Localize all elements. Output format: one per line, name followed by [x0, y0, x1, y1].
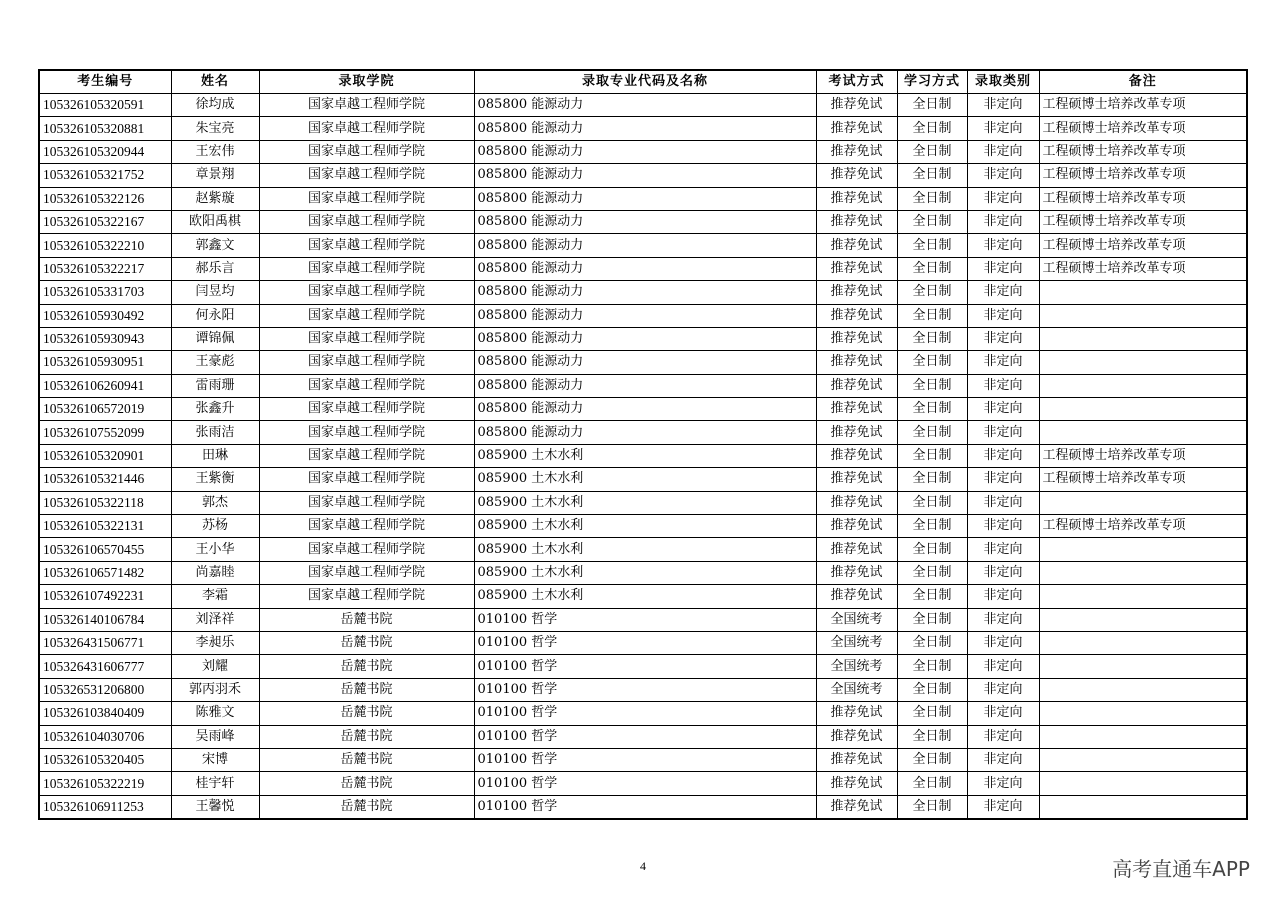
table-row	[39, 140, 1247, 163]
cell-admission-type: 非定向	[967, 94, 1039, 117]
cell-remarks: 工程硕博士培养改革专项	[1039, 164, 1247, 187]
cell-student-name: 陈雅文	[171, 702, 259, 725]
table-row	[39, 187, 1247, 210]
cell-student-name: 郭杰	[171, 491, 259, 514]
cell-admission-type: 非定向	[967, 748, 1039, 771]
cell-student-name: 刘泽祥	[171, 608, 259, 631]
table-row	[39, 304, 1247, 327]
cell-remarks: 工程硕博士培养改革专项	[1039, 210, 1247, 233]
cell-study-mode: 全日制	[897, 257, 967, 280]
cell-study-mode: 全日制	[897, 795, 967, 819]
header-college: 录取学院	[259, 70, 474, 94]
cell-candidate-id: 105326104030706	[39, 725, 171, 748]
cell-student-name: 郭丙羽禾	[171, 678, 259, 701]
cell-college: 国家卓越工程师学院	[259, 304, 474, 327]
cell-exam-method: 推荐免试	[816, 164, 897, 187]
table-row	[39, 164, 1247, 187]
cell-exam-method: 推荐免试	[816, 281, 897, 304]
cell-admission-type: 非定向	[967, 164, 1039, 187]
cell-candidate-id: 105326105322217	[39, 257, 171, 280]
cell-exam-method: 推荐免试	[816, 795, 897, 819]
cell-college: 岳麓书院	[259, 678, 474, 701]
cell-study-mode: 全日制	[897, 210, 967, 233]
cell-exam-method: 推荐免试	[816, 304, 897, 327]
cell-student-name: 吴雨峰	[171, 725, 259, 748]
table-row	[39, 94, 1247, 117]
cell-major: 085900 土木水利	[474, 585, 816, 608]
cell-candidate-id: 105326105321752	[39, 164, 171, 187]
cell-admission-type: 非定向	[967, 374, 1039, 397]
cell-college: 岳麓书院	[259, 725, 474, 748]
cell-admission-type: 非定向	[967, 468, 1039, 491]
cell-remarks	[1039, 491, 1247, 514]
cell-student-name: 王宏伟	[171, 140, 259, 163]
cell-college: 岳麓书院	[259, 702, 474, 725]
cell-major: 010100 哲学	[474, 678, 816, 701]
table-row	[39, 327, 1247, 350]
cell-study-mode: 全日制	[897, 327, 967, 350]
cell-student-name: 章景翔	[171, 164, 259, 187]
cell-study-mode: 全日制	[897, 748, 967, 771]
cell-college: 国家卓越工程师学院	[259, 94, 474, 117]
cell-study-mode: 全日制	[897, 281, 967, 304]
cell-study-mode: 全日制	[897, 94, 967, 117]
table-header-row	[39, 70, 1247, 94]
table-row	[39, 257, 1247, 280]
cell-candidate-id: 105326531206800	[39, 678, 171, 701]
cell-college: 国家卓越工程师学院	[259, 585, 474, 608]
cell-exam-method: 推荐免试	[816, 444, 897, 467]
cell-exam-method: 推荐免试	[816, 210, 897, 233]
cell-study-mode: 全日制	[897, 631, 967, 654]
cell-study-mode: 全日制	[897, 608, 967, 631]
cell-college: 岳麓书院	[259, 795, 474, 819]
cell-admission-type: 非定向	[967, 538, 1039, 561]
cell-exam-method: 推荐免试	[816, 327, 897, 350]
cell-student-name: 尚嘉睦	[171, 561, 259, 584]
table-row	[39, 234, 1247, 257]
cell-major: 085800 能源动力	[474, 94, 816, 117]
cell-student-name: 何永阳	[171, 304, 259, 327]
cell-study-mode: 全日制	[897, 491, 967, 514]
cell-college: 国家卓越工程师学院	[259, 444, 474, 467]
cell-college: 岳麓书院	[259, 608, 474, 631]
cell-exam-method: 推荐免试	[816, 748, 897, 771]
cell-candidate-id: 105326105930943	[39, 327, 171, 350]
cell-remarks: 工程硕博士培养改革专项	[1039, 468, 1247, 491]
cell-exam-method: 推荐免试	[816, 538, 897, 561]
cell-remarks: 工程硕博士培养改革专项	[1039, 234, 1247, 257]
cell-admission-type: 非定向	[967, 772, 1039, 795]
cell-college: 岳麓书院	[259, 748, 474, 771]
cell-college: 国家卓越工程师学院	[259, 491, 474, 514]
cell-study-mode: 全日制	[897, 585, 967, 608]
cell-exam-method: 推荐免试	[816, 702, 897, 725]
cell-college: 岳麓书院	[259, 772, 474, 795]
cell-candidate-id: 105326103840409	[39, 702, 171, 725]
cell-remarks	[1039, 678, 1247, 701]
cell-study-mode: 全日制	[897, 515, 967, 538]
cell-study-mode: 全日制	[897, 561, 967, 584]
cell-student-name: 桂宇轩	[171, 772, 259, 795]
cell-study-mode: 全日制	[897, 725, 967, 748]
cell-student-name: 王小华	[171, 538, 259, 561]
cell-major: 010100 哲学	[474, 608, 816, 631]
cell-major: 085900 土木水利	[474, 515, 816, 538]
cell-admission-type: 非定向	[967, 421, 1039, 444]
cell-student-name: 李霜	[171, 585, 259, 608]
table-row	[39, 421, 1247, 444]
table-row	[39, 374, 1247, 397]
cell-candidate-id: 105326431506771	[39, 631, 171, 654]
cell-remarks	[1039, 281, 1247, 304]
table-row	[39, 468, 1247, 491]
page-number: 4	[640, 859, 646, 873]
cell-major: 010100 哲学	[474, 748, 816, 771]
cell-student-name: 欧阳禹棋	[171, 210, 259, 233]
cell-remarks	[1039, 748, 1247, 771]
cell-exam-method: 全国统考	[816, 631, 897, 654]
cell-college: 岳麓书院	[259, 631, 474, 654]
cell-remarks	[1039, 772, 1247, 795]
cell-study-mode: 全日制	[897, 468, 967, 491]
table-row	[39, 351, 1247, 374]
cell-student-name: 宋博	[171, 748, 259, 771]
cell-student-name: 张雨洁	[171, 421, 259, 444]
cell-candidate-id: 105326105322126	[39, 187, 171, 210]
cell-college: 国家卓越工程师学院	[259, 210, 474, 233]
cell-major: 085800 能源动力	[474, 374, 816, 397]
cell-student-name: 郭鑫文	[171, 234, 259, 257]
cell-remarks	[1039, 421, 1247, 444]
cell-college: 国家卓越工程师学院	[259, 398, 474, 421]
cell-admission-type: 非定向	[967, 444, 1039, 467]
cell-remarks	[1039, 655, 1247, 678]
cell-study-mode: 全日制	[897, 187, 967, 210]
cell-exam-method: 推荐免试	[816, 257, 897, 280]
cell-major: 085800 能源动力	[474, 351, 816, 374]
cell-major: 085800 能源动力	[474, 117, 816, 140]
cell-college: 国家卓越工程师学院	[259, 140, 474, 163]
cell-candidate-id: 105326105930951	[39, 351, 171, 374]
table-row	[39, 631, 1247, 654]
cell-exam-method: 推荐免试	[816, 515, 897, 538]
watermark-text: 高考直通车APP	[1112, 857, 1250, 881]
cell-study-mode: 全日制	[897, 678, 967, 701]
cell-remarks: 工程硕博士培养改革专项	[1039, 187, 1247, 210]
table-row	[39, 491, 1247, 514]
cell-remarks	[1039, 608, 1247, 631]
cell-major: 085800 能源动力	[474, 257, 816, 280]
header-study-mode: 学习方式	[897, 70, 967, 94]
cell-admission-type: 非定向	[967, 281, 1039, 304]
cell-candidate-id: 105326105320881	[39, 117, 171, 140]
cell-major: 010100 哲学	[474, 795, 816, 819]
cell-candidate-id: 105326431606777	[39, 655, 171, 678]
cell-candidate-id: 105326105320405	[39, 748, 171, 771]
cell-college: 国家卓越工程师学院	[259, 281, 474, 304]
cell-major: 010100 哲学	[474, 772, 816, 795]
cell-college: 国家卓越工程师学院	[259, 561, 474, 584]
cell-major: 085800 能源动力	[474, 187, 816, 210]
cell-student-name: 朱宝亮	[171, 117, 259, 140]
cell-candidate-id: 105326105930492	[39, 304, 171, 327]
cell-candidate-id: 105326106911253	[39, 795, 171, 819]
cell-admission-type: 非定向	[967, 398, 1039, 421]
cell-candidate-id: 105326105322131	[39, 515, 171, 538]
cell-college: 岳麓书院	[259, 655, 474, 678]
cell-major: 085800 能源动力	[474, 304, 816, 327]
cell-candidate-id: 105326105320944	[39, 140, 171, 163]
cell-student-name: 雷雨珊	[171, 374, 259, 397]
cell-remarks	[1039, 585, 1247, 608]
cell-admission-type: 非定向	[967, 187, 1039, 210]
cell-study-mode: 全日制	[897, 421, 967, 444]
cell-exam-method: 推荐免试	[816, 234, 897, 257]
cell-major: 085900 土木水利	[474, 491, 816, 514]
cell-exam-method: 推荐免试	[816, 491, 897, 514]
cell-exam-method: 推荐免试	[816, 585, 897, 608]
cell-college: 国家卓越工程师学院	[259, 468, 474, 491]
cell-exam-method: 推荐免试	[816, 374, 897, 397]
cell-admission-type: 非定向	[967, 585, 1039, 608]
cell-major: 085900 土木水利	[474, 561, 816, 584]
cell-remarks: 工程硕博士培养改革专项	[1039, 117, 1247, 140]
cell-admission-type: 非定向	[967, 561, 1039, 584]
cell-remarks	[1039, 398, 1247, 421]
cell-remarks: 工程硕博士培养改革专项	[1039, 515, 1247, 538]
cell-student-name: 田琳	[171, 444, 259, 467]
header-name: 姓名	[171, 70, 259, 94]
cell-college: 国家卓越工程师学院	[259, 421, 474, 444]
cell-study-mode: 全日制	[897, 398, 967, 421]
header-remarks: 备注	[1039, 70, 1247, 94]
cell-major: 085800 能源动力	[474, 327, 816, 350]
cell-admission-type: 非定向	[967, 608, 1039, 631]
table-row	[39, 561, 1247, 584]
cell-study-mode: 全日制	[897, 374, 967, 397]
cell-admission-type: 非定向	[967, 631, 1039, 654]
header-candidate-id: 考生编号	[39, 70, 171, 94]
table-row	[39, 398, 1247, 421]
cell-exam-method: 推荐免试	[816, 468, 897, 491]
cell-candidate-id: 105326140106784	[39, 608, 171, 631]
cell-major: 010100 哲学	[474, 702, 816, 725]
cell-admission-type: 非定向	[967, 304, 1039, 327]
cell-student-name: 刘耀	[171, 655, 259, 678]
cell-major: 010100 哲学	[474, 655, 816, 678]
cell-candidate-id: 105326107492231	[39, 585, 171, 608]
cell-study-mode: 全日制	[897, 304, 967, 327]
cell-college: 国家卓越工程师学院	[259, 164, 474, 187]
table-row	[39, 748, 1247, 771]
cell-admission-type: 非定向	[967, 140, 1039, 163]
cell-exam-method: 推荐免试	[816, 117, 897, 140]
cell-major: 085900 土木水利	[474, 444, 816, 467]
cell-candidate-id: 105326105322167	[39, 210, 171, 233]
cell-major: 085900 土木水利	[474, 538, 816, 561]
cell-student-name: 赵紫璇	[171, 187, 259, 210]
table-row	[39, 117, 1247, 140]
cell-admission-type: 非定向	[967, 702, 1039, 725]
cell-admission-type: 非定向	[967, 678, 1039, 701]
cell-admission-type: 非定向	[967, 257, 1039, 280]
cell-remarks: 工程硕博士培养改革专项	[1039, 94, 1247, 117]
cell-student-name: 徐均成	[171, 94, 259, 117]
table-row	[39, 538, 1247, 561]
cell-study-mode: 全日制	[897, 702, 967, 725]
cell-exam-method: 推荐免试	[816, 772, 897, 795]
cell-college: 国家卓越工程师学院	[259, 257, 474, 280]
header-major: 录取专业代码及名称	[474, 70, 816, 94]
table-row	[39, 725, 1247, 748]
cell-major: 085800 能源动力	[474, 234, 816, 257]
cell-student-name: 苏杨	[171, 515, 259, 538]
cell-study-mode: 全日制	[897, 234, 967, 257]
cell-admission-type: 非定向	[967, 655, 1039, 678]
cell-student-name: 郝乐言	[171, 257, 259, 280]
cell-student-name: 王豪彪	[171, 351, 259, 374]
cell-study-mode: 全日制	[897, 140, 967, 163]
cell-study-mode: 全日制	[897, 444, 967, 467]
cell-major: 085800 能源动力	[474, 398, 816, 421]
cell-exam-method: 推荐免试	[816, 561, 897, 584]
cell-remarks	[1039, 795, 1247, 819]
cell-remarks	[1039, 304, 1247, 327]
table-row	[39, 655, 1247, 678]
cell-exam-method: 推荐免试	[816, 398, 897, 421]
cell-candidate-id: 105326105320901	[39, 444, 171, 467]
cell-college: 国家卓越工程师学院	[259, 234, 474, 257]
cell-admission-type: 非定向	[967, 725, 1039, 748]
cell-student-name: 谭锦佩	[171, 327, 259, 350]
cell-major: 085800 能源动力	[474, 421, 816, 444]
cell-exam-method: 推荐免试	[816, 351, 897, 374]
cell-candidate-id: 105326105331703	[39, 281, 171, 304]
cell-college: 国家卓越工程师学院	[259, 515, 474, 538]
cell-candidate-id: 105326107552099	[39, 421, 171, 444]
cell-admission-type: 非定向	[967, 515, 1039, 538]
cell-remarks: 工程硕博士培养改革专项	[1039, 140, 1247, 163]
cell-candidate-id: 105326106572019	[39, 398, 171, 421]
cell-major: 085800 能源动力	[474, 210, 816, 233]
table-row	[39, 678, 1247, 701]
cell-study-mode: 全日制	[897, 538, 967, 561]
cell-exam-method: 推荐免试	[816, 140, 897, 163]
cell-admission-type: 非定向	[967, 351, 1039, 374]
cell-candidate-id: 105326106260941	[39, 374, 171, 397]
cell-major: 010100 哲学	[474, 725, 816, 748]
cell-student-name: 王馨悦	[171, 795, 259, 819]
admissions-table	[38, 69, 1248, 820]
cell-major: 085800 能源动力	[474, 281, 816, 304]
cell-study-mode: 全日制	[897, 772, 967, 795]
cell-major: 085900 土木水利	[474, 468, 816, 491]
cell-college: 国家卓越工程师学院	[259, 117, 474, 140]
table-row	[39, 702, 1247, 725]
cell-admission-type: 非定向	[967, 327, 1039, 350]
cell-exam-method: 推荐免试	[816, 94, 897, 117]
cell-remarks	[1039, 631, 1247, 654]
cell-candidate-id: 105326105320591	[39, 94, 171, 117]
cell-candidate-id: 105326105321446	[39, 468, 171, 491]
table-row	[39, 772, 1247, 795]
table-row	[39, 608, 1247, 631]
table-row	[39, 515, 1247, 538]
cell-remarks	[1039, 351, 1247, 374]
cell-candidate-id: 105326105322219	[39, 772, 171, 795]
table-row	[39, 281, 1247, 304]
cell-remarks	[1039, 327, 1247, 350]
cell-exam-method: 推荐免试	[816, 725, 897, 748]
table-row	[39, 210, 1247, 233]
cell-major: 085800 能源动力	[474, 164, 816, 187]
cell-candidate-id: 105326105322210	[39, 234, 171, 257]
cell-major: 085800 能源动力	[474, 140, 816, 163]
cell-student-name: 闫昱均	[171, 281, 259, 304]
cell-remarks	[1039, 702, 1247, 725]
cell-remarks	[1039, 725, 1247, 748]
cell-remarks	[1039, 538, 1247, 561]
cell-student-name: 张鑫升	[171, 398, 259, 421]
cell-college: 国家卓越工程师学院	[259, 374, 474, 397]
cell-exam-method: 全国统考	[816, 678, 897, 701]
cell-admission-type: 非定向	[967, 210, 1039, 233]
header-exam-method: 考试方式	[816, 70, 897, 94]
cell-study-mode: 全日制	[897, 351, 967, 374]
cell-study-mode: 全日制	[897, 655, 967, 678]
table-body	[39, 94, 1247, 820]
cell-admission-type: 非定向	[967, 234, 1039, 257]
cell-exam-method: 推荐免试	[816, 187, 897, 210]
table-row	[39, 585, 1247, 608]
cell-college: 国家卓越工程师学院	[259, 327, 474, 350]
cell-remarks	[1039, 374, 1247, 397]
cell-major: 010100 哲学	[474, 631, 816, 654]
cell-admission-type: 非定向	[967, 491, 1039, 514]
cell-study-mode: 全日制	[897, 164, 967, 187]
cell-college: 国家卓越工程师学院	[259, 187, 474, 210]
cell-exam-method: 推荐免试	[816, 421, 897, 444]
cell-college: 国家卓越工程师学院	[259, 351, 474, 374]
table-row	[39, 444, 1247, 467]
cell-student-name: 李昶乐	[171, 631, 259, 654]
header-admission-type: 录取类别	[967, 70, 1039, 94]
cell-candidate-id: 105326106571482	[39, 561, 171, 584]
cell-student-name: 王紫衡	[171, 468, 259, 491]
cell-remarks: 工程硕博士培养改革专项	[1039, 257, 1247, 280]
cell-college: 国家卓越工程师学院	[259, 538, 474, 561]
cell-exam-method: 全国统考	[816, 655, 897, 678]
cell-remarks: 工程硕博士培养改革专项	[1039, 444, 1247, 467]
cell-candidate-id: 105326105322118	[39, 491, 171, 514]
cell-candidate-id: 105326106570455	[39, 538, 171, 561]
cell-exam-method: 全国统考	[816, 608, 897, 631]
cell-remarks	[1039, 561, 1247, 584]
cell-admission-type: 非定向	[967, 795, 1039, 819]
table-row	[39, 795, 1247, 819]
cell-admission-type: 非定向	[967, 117, 1039, 140]
cell-study-mode: 全日制	[897, 117, 967, 140]
